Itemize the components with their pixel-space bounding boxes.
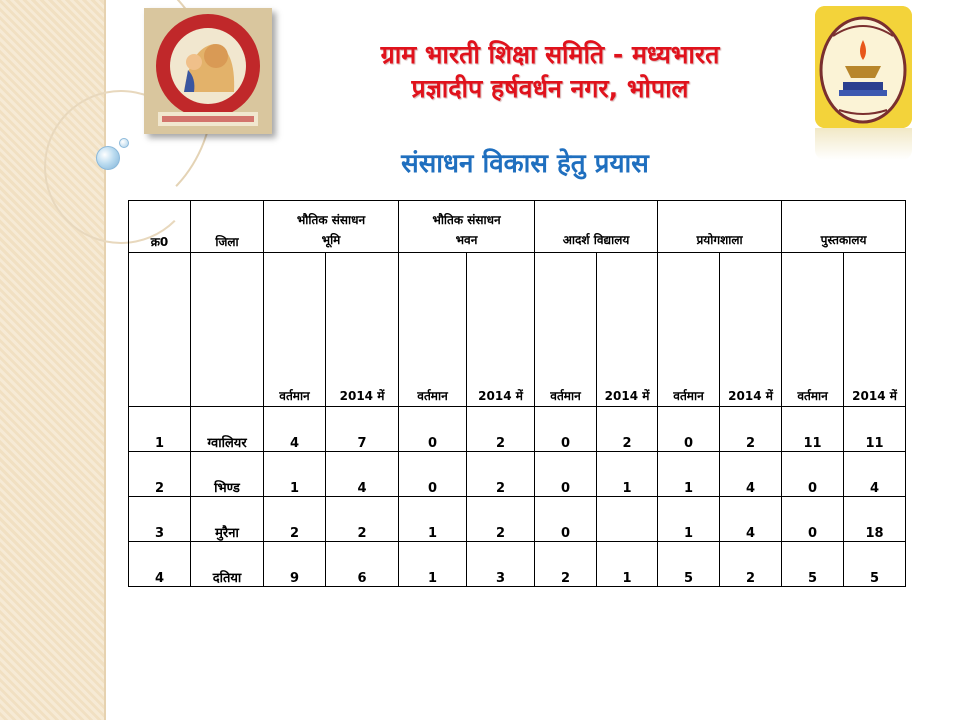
row-value-cell: 1 bbox=[597, 542, 658, 587]
row-value-cell: 2 bbox=[467, 407, 535, 452]
row-value-cell: 6 bbox=[326, 542, 399, 587]
table-row bbox=[129, 407, 906, 452]
row-value-cell: 2 bbox=[467, 452, 535, 497]
row-value-cell: 4 bbox=[720, 452, 782, 497]
header-sno: क्र0 bbox=[129, 201, 191, 253]
row-value-cell: 2 bbox=[535, 542, 597, 587]
logo-reflection bbox=[815, 128, 912, 160]
row-value-cell: 2 bbox=[720, 407, 782, 452]
row-value-cell: 2 bbox=[264, 497, 326, 542]
header-group-library: पुस्तकालय bbox=[782, 201, 906, 253]
table-row bbox=[129, 542, 906, 587]
row-value-cell: 2 bbox=[326, 497, 399, 542]
row-district: दतिया bbox=[191, 542, 264, 587]
row-value-cell: 5 bbox=[658, 542, 720, 587]
subheader-2014: 2014 में bbox=[597, 253, 658, 407]
row-value-cell: 2 bbox=[467, 497, 535, 542]
slide-subtitle: संसाधन विकास हेतु प्रयास bbox=[401, 149, 649, 179]
row-value-cell: 11 bbox=[782, 407, 844, 452]
row-district: भिण्ड bbox=[191, 452, 264, 497]
row-sno: 3 bbox=[129, 497, 191, 542]
row-value-cell: 5 bbox=[844, 542, 906, 587]
subheader-2014: 2014 में bbox=[467, 253, 535, 407]
row-value-cell: 4 bbox=[326, 452, 399, 497]
org-title: ग्राम भारती शिक्षा समिति - मध्यभारत bbox=[380, 40, 720, 69]
vidya-bharati-logo bbox=[815, 6, 912, 128]
row-value-cell: 0 bbox=[535, 452, 597, 497]
row-value-cell: 2 bbox=[720, 542, 782, 587]
org-address: प्रज्ञादीप हर्षवर्धन नगर, भोपाल bbox=[411, 74, 689, 103]
row-value-cell: 1 bbox=[399, 497, 467, 542]
row-value-cell: 4 bbox=[720, 497, 782, 542]
header-row-subcolumns bbox=[129, 253, 906, 407]
row-value-cell: 4 bbox=[264, 407, 326, 452]
header-group-land: भौतिक संसाधन भूमि bbox=[264, 201, 399, 253]
header-group-laboratory: प्रयोगशाला bbox=[658, 201, 782, 253]
subheader-current: वर्तमान bbox=[264, 253, 326, 407]
row-value-cell: 0 bbox=[535, 407, 597, 452]
subheader-current: वर्तमान bbox=[399, 253, 467, 407]
row-value-cell: 7 bbox=[326, 407, 399, 452]
row-sno: 4 bbox=[129, 542, 191, 587]
header-district: जिला bbox=[191, 201, 264, 253]
row-value-cell: 0 bbox=[658, 407, 720, 452]
header-row-groups bbox=[129, 201, 906, 253]
row-value-cell: 0 bbox=[782, 497, 844, 542]
subheader-2014: 2014 में bbox=[720, 253, 782, 407]
row-value-cell: 5 bbox=[782, 542, 844, 587]
row-value-cell: 1 bbox=[399, 542, 467, 587]
row-district: ग्वालियर bbox=[191, 407, 264, 452]
row-value-cell: 1 bbox=[597, 452, 658, 497]
resource-development-table bbox=[128, 200, 906, 587]
row-district: मुरैना bbox=[191, 497, 264, 542]
table-row bbox=[129, 452, 906, 497]
row-value-cell: 1 bbox=[658, 452, 720, 497]
header-district-blank bbox=[191, 253, 264, 407]
row-value-cell: 4 bbox=[844, 452, 906, 497]
subheader-current: वर्तमान bbox=[535, 253, 597, 407]
header-sno-blank bbox=[129, 253, 191, 407]
row-sno: 2 bbox=[129, 452, 191, 497]
row-value-cell: 3 bbox=[467, 542, 535, 587]
row-value-cell: 0 bbox=[399, 452, 467, 497]
row-value-cell: 1 bbox=[658, 497, 720, 542]
row-value-cell: 0 bbox=[782, 452, 844, 497]
row-value-cell: 11 bbox=[844, 407, 906, 452]
saraswati-shishu-mandir-logo bbox=[144, 8, 272, 134]
row-value-cell: 1 bbox=[264, 452, 326, 497]
row-value-cell: 9 bbox=[264, 542, 326, 587]
subheader-2014: 2014 में bbox=[844, 253, 906, 407]
table-body bbox=[129, 407, 906, 587]
header-group-model-school: आदर्श विद्यालय bbox=[535, 201, 658, 253]
decorative-bubble-large bbox=[96, 146, 120, 170]
subheader-2014: 2014 में bbox=[326, 253, 399, 407]
decorative-bubble-small bbox=[119, 138, 129, 148]
row-value-cell: 18 bbox=[844, 497, 906, 542]
header-group-building: भौतिक संसाधन भवन bbox=[399, 201, 535, 253]
subheader-current: वर्तमान bbox=[782, 253, 844, 407]
row-value-cell: 0 bbox=[535, 497, 597, 542]
row-value-cell: 0 bbox=[399, 407, 467, 452]
row-value-cell: 2 bbox=[597, 407, 658, 452]
row-sno: 1 bbox=[129, 407, 191, 452]
table-row bbox=[129, 497, 906, 542]
row-value-cell bbox=[597, 497, 658, 542]
subheader-current: वर्तमान bbox=[658, 253, 720, 407]
